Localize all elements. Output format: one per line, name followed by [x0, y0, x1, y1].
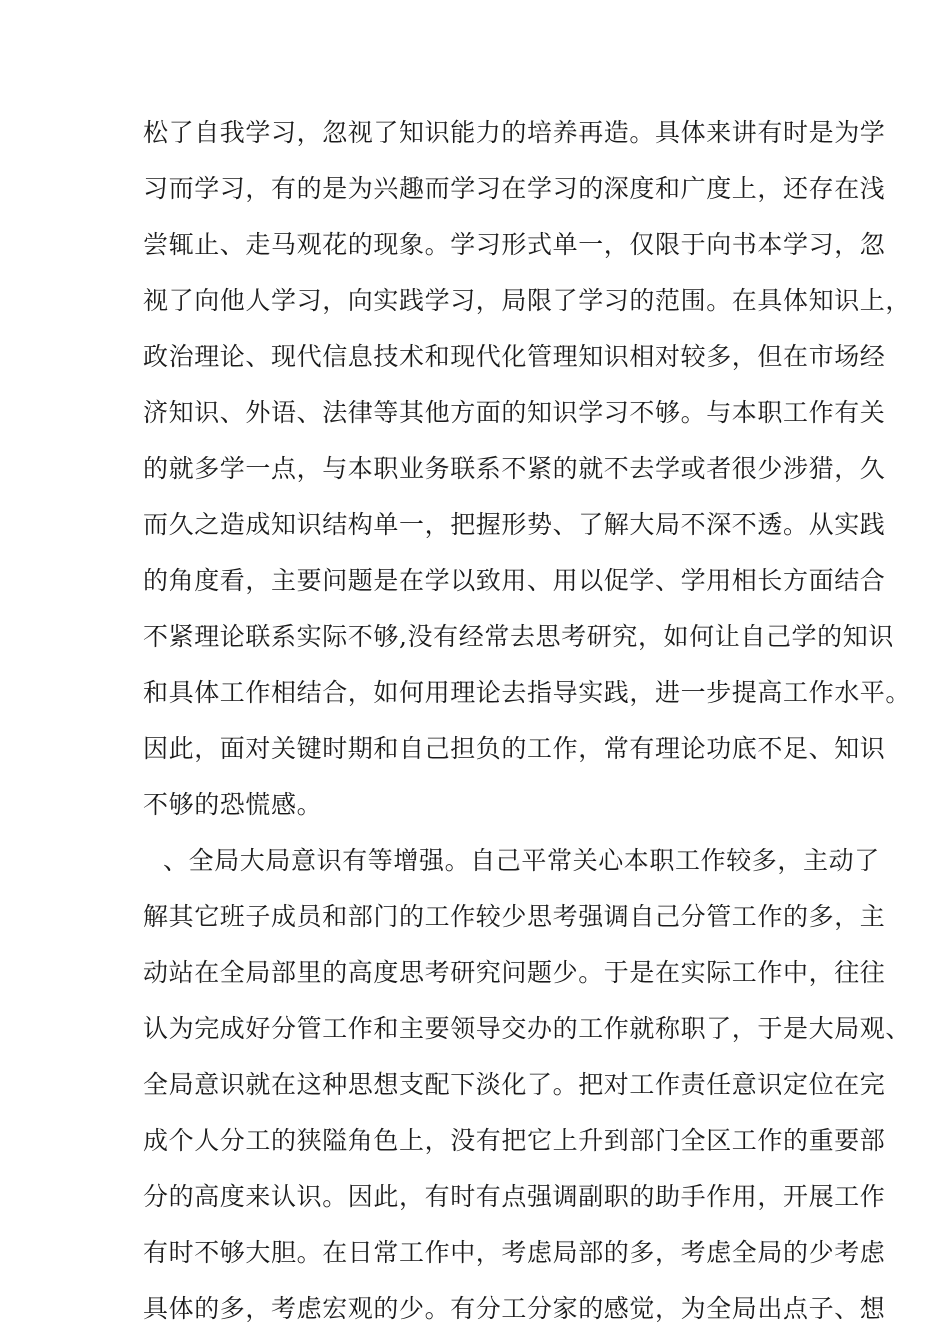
text-line: 松了自我学习，忽视了知识能力的培养再造。具体来讲有时是为学 [143, 118, 886, 147]
text-line: 具体的多，考虑宏观的少。有分工分家的感觉，为全局出点子、想 [143, 1294, 886, 1323]
text-line: 尝辄止、走马观花的现象。学习形式单一，仅限于向书本学习，忽 [143, 230, 886, 259]
text-line: 认为完成好分管工作和主要领导交办的工作就称职了，于是大局观、 [143, 1014, 912, 1043]
text-line: 因此，面对关键时期和自己担负的工作，常有理论功底不足、知识 [143, 734, 886, 763]
text-line: 有时不够大胆。在日常工作中，考虑局部的多，考虑全局的少考虑 [143, 1238, 886, 1267]
text-line: 分的高度来认识。因此，有时有点强调副职的助手作用，开展工作 [143, 1182, 886, 1211]
text-line: 全局意识就在这种思想支配下淡化了。把对工作责任意识定位在完 [143, 1070, 886, 1099]
text-line: 不够的恐慌感。 [143, 790, 323, 819]
text-line: 解其它班子成员和部门的工作较少思考强调自己分管工作的多，主 [143, 902, 886, 931]
text-line: 不紧理论联系实际不够,没有经常去思考研究，如何让自己学的知识 [143, 622, 894, 651]
paragraph-first-line: 、全局大局意识有等增强。自己平常关心本职工作较多，主动了 [163, 846, 880, 875]
text-line: 济知识、外语、法律等其他方面的知识学习不够。与本职工作有关 [143, 398, 886, 427]
text-line: 的角度看，主要问题是在学以致用、用以促学、学用相长方面结合 [143, 566, 886, 595]
text-line: 政治理论、现代信息技术和现代化管理知识相对较多，但在市场经 [143, 342, 886, 371]
text-line: 动站在全局部里的高度思考研究问题少。于是在实际工作中，往往 [143, 958, 886, 987]
text-line: 的就多学一点，与本职业务联系不紧的就不去学或者很少涉猎，久 [143, 454, 886, 483]
text-line: 成个人分工的狭隘角色上，没有把它上升到部门全区工作的重要部 [143, 1126, 886, 1155]
text-line: 和具体工作相结合，如何用理论去指导实践，进一步提高工作水平。 [143, 678, 912, 707]
text-line: 而久之造成知识结构单一，把握形势、了解大局不深不透。从实践 [143, 510, 886, 539]
text-line: 视了向他人学习，向实践学习，局限了学习的范围。在具体知识上， [143, 286, 912, 315]
text-line: 习而学习，有的是为兴趣而学习在学习的深度和广度上，还存在浅 [143, 174, 886, 203]
